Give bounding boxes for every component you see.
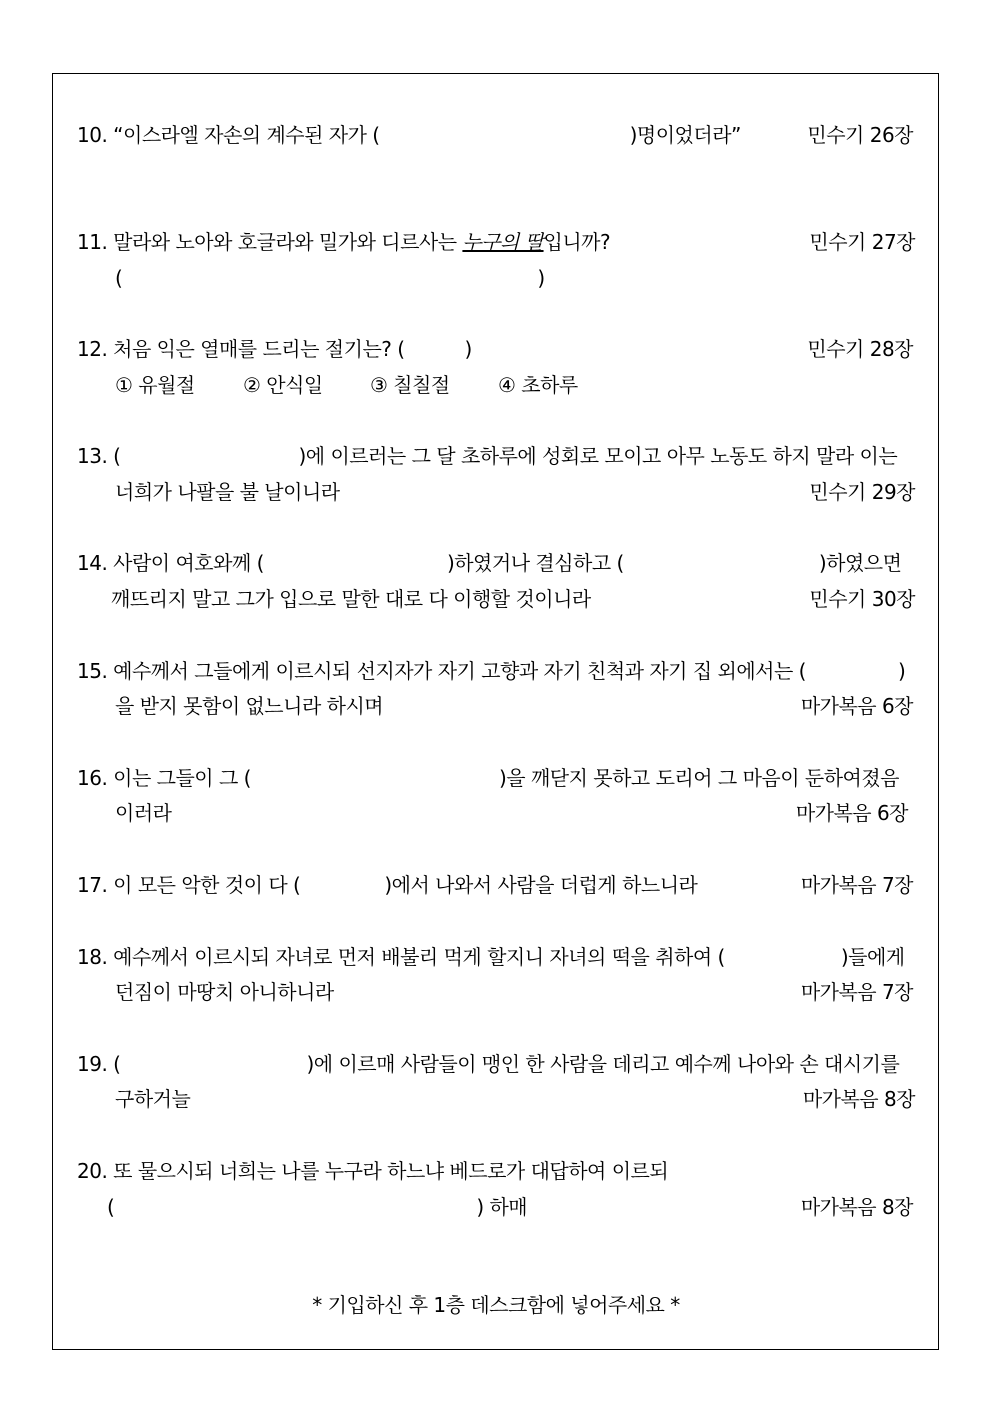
open-paren: ( (107, 1195, 115, 1219)
question-text: )을 깨닫지 못하고 도리어 그 마음이 둔하여졌음 (498, 766, 899, 790)
question-number: 15. (77, 659, 108, 683)
scripture-reference: 마가복음 6장 (800, 694, 913, 718)
question-text: 예수께서 그들에게 이르시되 선지자가 자기 고향과 자기 친척과 자기 집 외에서는 ( (113, 659, 806, 683)
question-13 (77, 444, 897, 468)
question-text: )하였으면 (818, 551, 902, 575)
question-number: 18. (77, 945, 108, 969)
question-12 (77, 337, 472, 361)
question-text: “이스라엘 자손의 계수된 자가 ( (113, 123, 380, 147)
question-text: 사람이 여호와께 ( (113, 551, 264, 575)
question-18 (77, 945, 905, 969)
emphasized-text: 누구의 딸 (462, 230, 544, 254)
question-text: 예수께서 이르시되 자녀로 먼저 배불리 먹게 할지니 자녀의 떡을 취하여 ( (113, 945, 725, 969)
scripture-reference: 민수기 27장 (809, 230, 915, 254)
answer-line[interactable] (115, 266, 545, 290)
option-4[interactable]: ④ 초하루 (498, 373, 578, 397)
question-text: 말라와 노아와 호글라와 밀가와 디르사는 (113, 230, 463, 254)
question-number: 16. (77, 766, 108, 790)
question-number: 14. (77, 551, 108, 575)
question-16 (77, 766, 899, 790)
scripture-reference: 마가복음 7장 (800, 873, 913, 897)
open-paren: ( (115, 266, 123, 290)
question-10 (77, 123, 741, 147)
question-number: 19. (77, 1052, 108, 1076)
open-paren: ( (113, 1052, 121, 1076)
question-number: 20. (77, 1159, 108, 1183)
option-3[interactable]: ③ 칠칠절 (370, 373, 450, 397)
close-paren: ) (464, 337, 472, 361)
question-text: )에서 나와서 사람을 더럽게 하느니라 (384, 873, 698, 897)
question-14 (77, 551, 901, 575)
question-text: )에 이르매 사람들이 맹인 한 사람을 데리고 예수께 나아와 손 대시기를 (306, 1052, 900, 1076)
question-19 (77, 1052, 899, 1076)
question-14-line2: 깨뜨리지 말고 그가 입으로 말한 대로 다 이행할 것이니라 (111, 587, 591, 611)
question-15 (77, 659, 905, 683)
question-number: 12. (77, 337, 108, 361)
question-20 (77, 1159, 668, 1183)
footer-note: * 기입하신 후 1층 데스크함에 넣어주세요 * (312, 1293, 680, 1317)
question-18-line2: 던짐이 마땅치 아니하니라 (115, 980, 334, 1004)
scripture-reference: 마가복음 6장 (795, 801, 908, 825)
option-1[interactable]: ① 유월절 (115, 373, 195, 397)
answer-line[interactable] (107, 1195, 527, 1219)
question-text: 이 모든 악한 것이 다 ( (113, 873, 301, 897)
question-text: )하였거나 결심하고 ( (446, 551, 624, 575)
scripture-reference: 민수기 26장 (807, 123, 913, 147)
scripture-reference: 마가복음 8장 (800, 1195, 913, 1219)
close-paren: ) (897, 659, 906, 683)
question-11 (77, 230, 610, 254)
scripture-reference: 마가복음 7장 (800, 980, 913, 1004)
question-19-line2: 구하거늘 (115, 1087, 191, 1111)
question-15-line2: 을 받지 못함이 없느니라 하시며 (115, 694, 384, 718)
scripture-reference: 마가복음 8장 (802, 1087, 915, 1111)
question-text: 처음 익은 열매를 드리는 절기는? ( (113, 337, 405, 361)
question-text: )명이었더라” (629, 123, 741, 147)
option-2[interactable]: ② 안식일 (243, 373, 323, 397)
scripture-reference: 민수기 28장 (807, 337, 913, 361)
scripture-reference: 민수기 29장 (809, 480, 915, 504)
question-13-line2: 너희가 나팔을 불 날이니라 (115, 480, 340, 504)
question-16-line2: 이러라 (115, 801, 172, 825)
open-paren: ( (113, 444, 121, 468)
question-text: 이는 그들이 그 ( (113, 766, 251, 790)
question-17 (77, 873, 697, 897)
scripture-reference: 민수기 30장 (809, 587, 915, 611)
question-text: ) 하매 (476, 1195, 528, 1219)
question-number: 10. (77, 123, 108, 147)
question-text: )에 이르러는 그 달 초하루에 성회로 모이고 아무 노동도 하지 말라 이는 (298, 444, 898, 468)
question-text: 입니까? (543, 230, 611, 254)
question-number: 13. (77, 444, 108, 468)
question-number: 17. (77, 873, 108, 897)
question-text: 또 물으시되 너희는 나를 누구라 하느냐 베드로가 대답하여 이르되 (113, 1159, 669, 1183)
close-paren: ) (537, 266, 545, 290)
question-text: )들에게 (840, 945, 905, 969)
question-number: 11. (77, 230, 108, 254)
